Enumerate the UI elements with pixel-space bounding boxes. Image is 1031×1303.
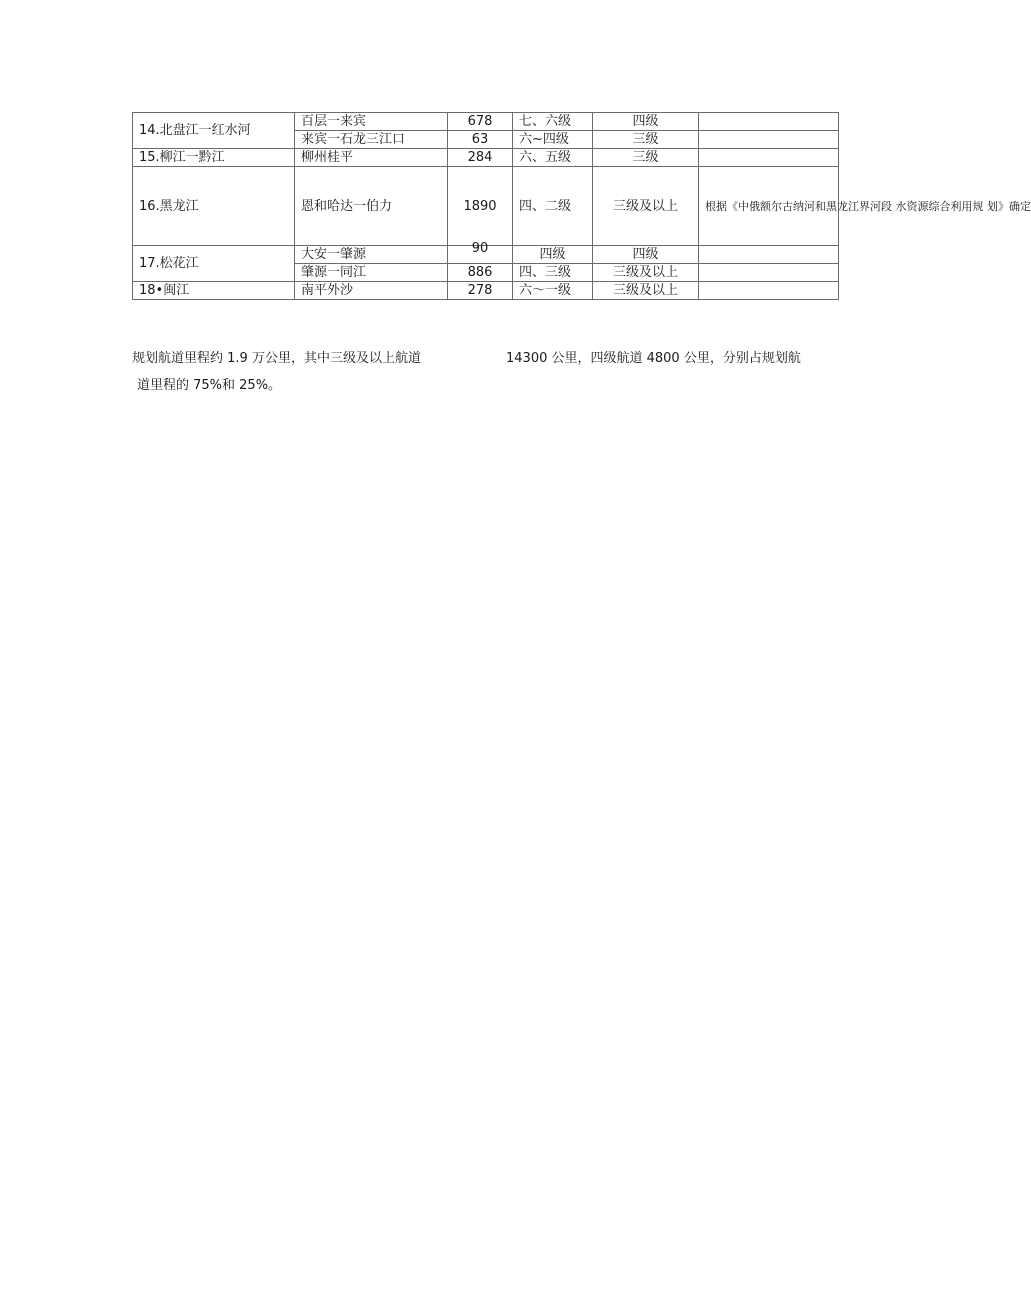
current-grade-cell: 六、五级 (513, 149, 593, 167)
note-cell (699, 113, 839, 131)
planned-grade-cell: 三级 (593, 149, 699, 167)
table-row (133, 113, 839, 131)
length-cell: 63 (448, 131, 513, 149)
length-cell: 886 (448, 264, 513, 282)
section-cell: 来宾一石龙三江口 (295, 131, 448, 149)
planned-grade-cell: 三级及以上 (593, 167, 699, 246)
note-cell (699, 264, 839, 282)
table-row (133, 149, 839, 167)
section-cell: 百层一来宾 (295, 113, 448, 131)
section-cell: 恩和哈达一伯力 (295, 167, 448, 246)
river-name-cell: 17.松花江 (133, 246, 295, 282)
note-cell (699, 282, 839, 300)
summary-text-part-2: 14300 公里，四级航道 4800 公里，分别占规划航 (506, 351, 801, 366)
summary-paragraph-line-1 (132, 350, 838, 368)
length-cell: 278 (448, 282, 513, 300)
section-cell: 南平外沙 (295, 282, 448, 300)
table-row (133, 167, 839, 246)
section-cell: 柳州桂平 (295, 149, 448, 167)
planned-grade-cell: 四级 (593, 113, 699, 131)
table-row (133, 246, 839, 264)
note-cell: 根据《中俄额尔古纳河和黑龙江界河段 水资源综合利用规 划》确定 (699, 167, 839, 246)
length-cell: 1890 (448, 167, 513, 246)
river-name-cell: 16.黑龙江 (133, 167, 295, 246)
river-name-cell: 15.柳江一黔江 (133, 149, 295, 167)
note-cell (699, 131, 839, 149)
table-row (133, 282, 839, 300)
planned-grade-cell: 三级及以上 (593, 264, 699, 282)
current-grade-cell: 七、六级 (513, 113, 593, 131)
planned-grade-cell: 四级 (593, 246, 699, 264)
length-cell: 284 (448, 149, 513, 167)
current-grade-cell: 六~四级 (513, 131, 593, 149)
planned-grade-cell: 三级及以上 (593, 282, 699, 300)
current-grade-cell: 四、二级 (513, 167, 593, 246)
section-cell: 肇源一同江 (295, 264, 448, 282)
river-name-cell: 18•闽江 (133, 282, 295, 300)
river-name-cell: 14.北盘江一红水河 (133, 113, 295, 149)
length-cell: 678 (448, 113, 513, 131)
planned-grade-cell: 三级 (593, 131, 699, 149)
current-grade-cell (513, 246, 593, 264)
summary-text-part-1: 规划航道里程约 1.9 万公里，其中三级及以上航道 (132, 351, 421, 366)
length-cell (448, 241, 513, 264)
current-grade-value: 四级 (539, 247, 566, 262)
note-cell (699, 246, 839, 264)
current-grade-cell: 六〜一级 (513, 282, 593, 300)
current-grade-cell: 四、三级 (513, 264, 593, 282)
note-cell (699, 149, 839, 167)
section-cell: 大安一肇源 (295, 246, 448, 264)
length-value: 90 (471, 241, 489, 256)
summary-paragraph-line-2: 道里程的 75%和 25%。 (137, 378, 282, 393)
waterway-planning-table (132, 112, 1031, 300)
